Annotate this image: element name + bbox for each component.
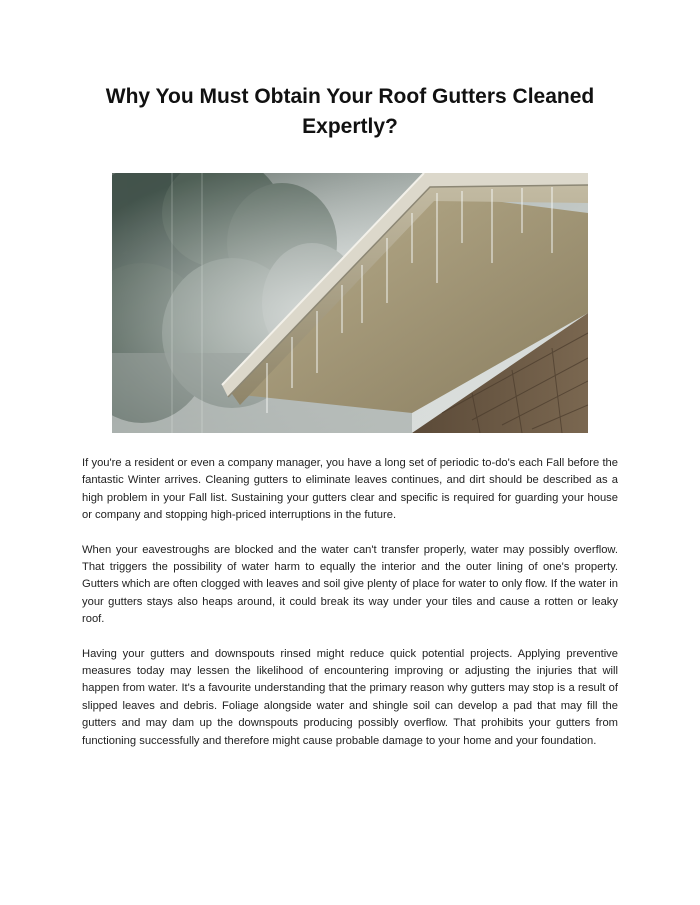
page-title: Why You Must Obtain Your Roof Gutters Cleaned Expertly? bbox=[105, 85, 595, 138]
rain-gutter-photo bbox=[112, 173, 588, 433]
paragraph-1: If you're a resident or even a company manager, you have a long set of periodic to-do's each Fall before the fantastic Winter arrives. Cleaning gutters to eliminate leaves continues, and dirt should be described as a high problem in your Fall list. Sustaining your gutters clear and specific is required for guarding your house or company and stopping high-priced interruptions in the future. bbox=[82, 457, 618, 522]
article-body bbox=[82, 455, 618, 767]
paragraph-3: Having your gutters and downspouts rinsed might reduce quick potential projects. Applying preventive measures today may lessen the likelihood of encountering improving or adjusting the injuries that will happen from water. It's a favourite understanding that the primary reason why gutters may stop is a result of slipped leaves and debris. Foliage alongside water and shingle soil can develop a pad that may fill the gutters and may dam up the downspouts producing possibly overflow. That prohibits your gutters from functioning successfully and therefore might cause probable damage to your home and your foundation. bbox=[82, 647, 618, 747]
paragraph-2: When your eavestroughs are blocked and the water can't transfer properly, water may possibly overflow. That triggers the possibility of water harm to equally the interior and the outer lining of one's property. Gutters which are often clogged with leaves and soil give plenty of place for water to only flow. If the water in your gutters stays also heaps around, it could break its way under your tiles and cause a rotten or leaky roof. bbox=[82, 543, 618, 626]
rain-gutter-illustration bbox=[112, 173, 588, 433]
